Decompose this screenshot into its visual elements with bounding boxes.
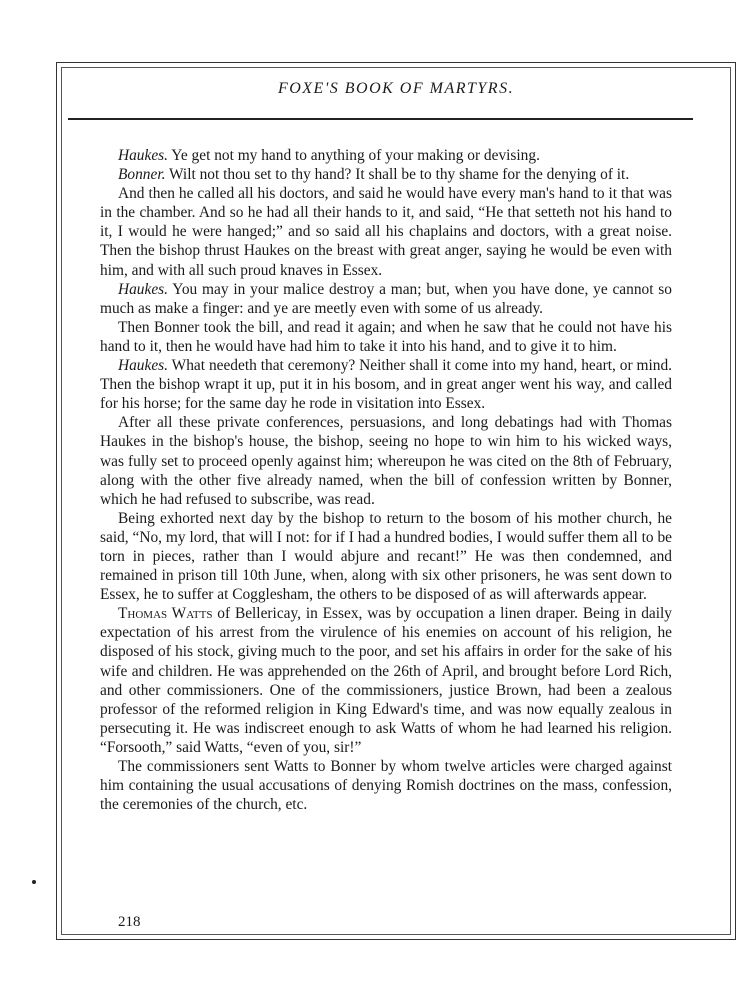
speaker-name: Haukes. xyxy=(118,280,169,298)
body-text xyxy=(100,146,672,814)
running-header: FOXE'S BOOK OF MARTYRS. xyxy=(277,80,515,97)
paragraph-text: Being exhorted next day by the bishop to return to the bosom of his mother church, he said, “No, my lord, that will I not: for if I had a hundred bodies, I would suffer them all to be torn in pieces, rather than I would abjure and recant!” He was then condemned, and remained in prison till 10th June, when, along with six other prisoners, he was sent down to Essex, he to suffer at Cogglesham, the others to be disposed of as will afterwards appear. xyxy=(100,509,672,604)
header-rule xyxy=(68,118,693,120)
paragraph-text: Then Bonner took the bill, and read it again; and when he saw that he could not have his hand to it, then he would have had him to take it into his hand, and to give it to him. xyxy=(100,318,672,355)
paragraph-text: After all these private conferences, persuasions, and long debatings had with Thomas Haukes in the bishop's house, the bishop, seeing no hope to win him to his wicked ways, was fully set to proceed openly against him; whereupon he was cited on the 8th of February, along with the other five already named, when the bill of confession written by Bonner, which he had refused to subscribe, was read. xyxy=(100,414,672,508)
paragraph-text: You may in your malice destroy a man; but, when you have done, ye cannot so much as make a finger: and ye are meetly even with some of us already. xyxy=(100,280,672,317)
paragraph-text: Wilt not thou set to thy hand? It shall be to thy shame for the denying of it. xyxy=(165,166,630,184)
paragraph xyxy=(100,757,672,814)
paragraph xyxy=(100,356,672,413)
paragraph xyxy=(100,509,672,604)
speaker-name: Haukes. xyxy=(118,357,169,375)
speaker-name: Haukes. xyxy=(118,147,169,164)
paragraph xyxy=(100,165,672,184)
paragraph xyxy=(100,318,672,356)
paragraph xyxy=(100,280,672,318)
paragraph-text: And then he called all his doctors, and said he would have every man's hand to it that was in the chamber. And so he had all their hands to it, and said, “He that setteth not his hand to it, I would he were hanged;” and so said all his chaplains and doctors, with a great noise. Then the bishop thrust Haukes on the breast with great anger, saying he would be even with him, and with all such proud knaves in Essex. xyxy=(100,185,672,279)
paragraph-text: Ye get not my hand to anything of your making or devising. xyxy=(168,147,540,164)
page-number: 218 xyxy=(118,914,141,930)
margin-mark xyxy=(32,880,36,884)
paragraph xyxy=(100,413,672,508)
paragraph xyxy=(100,604,672,757)
paragraph-text: The commissioners sent Watts to Bonner by whom twelve articles were charged against him containing the usual accusations of denying Romish doctrines on the mass, confession, the ceremonies of the church, etc. xyxy=(100,758,672,814)
paragraph-text: What needeth that ceremony? Neither shall it come into my hand, heart, or mind. Then the bishop wrapt it up, put it in his bosom, and in great anger went his way, and called for his horse; for the same day he rode in visitation into Essex. xyxy=(100,357,672,413)
speaker-name: Bonner. xyxy=(118,166,166,184)
paragraph xyxy=(100,184,672,279)
name-smallcaps: Thomas Watts xyxy=(118,605,213,623)
paragraph xyxy=(100,146,672,165)
paragraph-text: of Bellericay, in Essex, was by occupation a linen draper. Being in daily expectation of his arrest from the virulence of his enemies on account of his religion, he disposed of his stock, giving much to the poor, and set his affairs in order for the sake of his wife and children. He was apprehended on the 26th of April, and brought before Lord Rich, and other commissioners. One of the commissioners, justice Brown, had been a zealous professor of the reformed religion in King Edward's time, and was now equally zealous in persecuting it. He was indiscreet enough to ask Watts of whom he had learned his religion. “Forsooth,” said Watts, “even of you, sir!” xyxy=(100,605,672,756)
